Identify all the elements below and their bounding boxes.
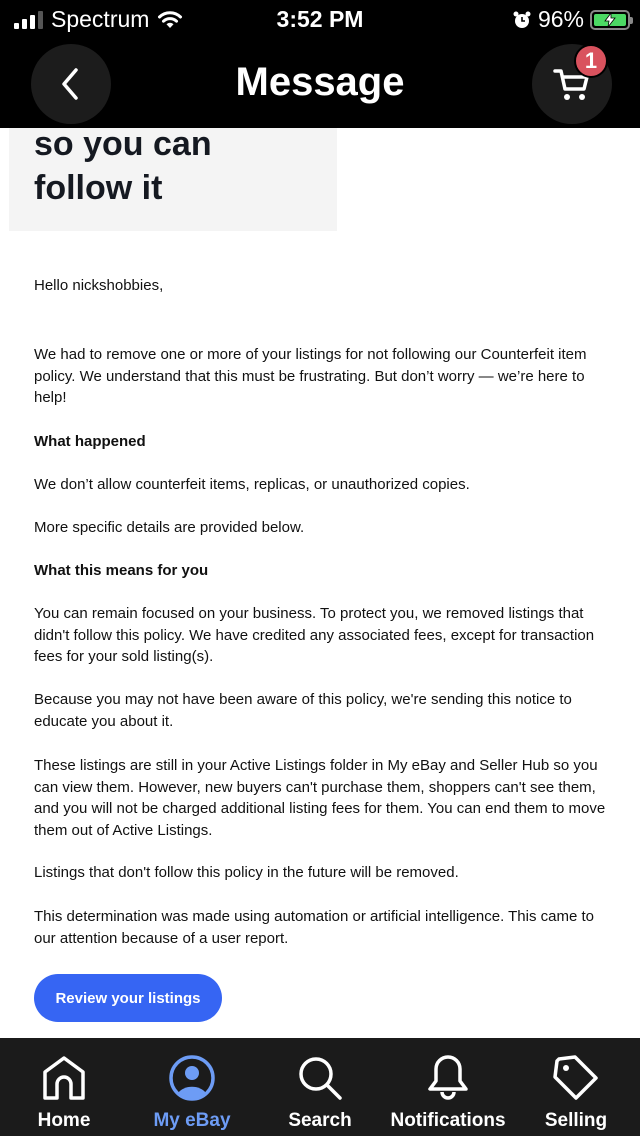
- intro-paragraph: We had to remove one or more of your listings for not following our Counterfeit item policy. We understand that this must be frustrating. But don’t worry — we’re here to help!: [34, 346, 587, 407]
- battery-percent: 96%: [537, 6, 584, 32]
- bottom-tab-bar: [0, 1038, 640, 1136]
- means-paragraph-3: These listings are still in your Active Listings folder in My eBay and Seller Hub so you can view them. However, new buyers can't purchase them, shoppers can't see them, and you will not be charged additional listing fees for them. You can end them to move them out of Active Listings.: [34, 757, 606, 839]
- cart-count-badge: 1: [574, 44, 608, 78]
- nav-bar: [0, 42, 640, 128]
- status-time: 3:52 PM: [276, 6, 364, 32]
- message-content[interactable]: [0, 128, 640, 1038]
- hero-line-1: so you can: [34, 128, 212, 163]
- tab-my-ebay[interactable]: [128, 1038, 256, 1136]
- home-icon: [39, 1054, 89, 1102]
- user-circle-icon: [167, 1053, 217, 1103]
- battery-icon: [590, 10, 630, 30]
- tab-label: Search: [288, 1110, 352, 1131]
- alarm-icon: [512, 10, 532, 30]
- review-listings-button[interactable]: Review your listings: [34, 974, 222, 1022]
- cart-button[interactable]: [532, 44, 612, 124]
- greeting: Hello nickshobbies,: [34, 277, 164, 294]
- what-happened-heading: What happened: [34, 433, 146, 450]
- status-bar: [0, 0, 640, 42]
- tab-label: Notifications: [390, 1110, 506, 1131]
- tab-label: Home: [37, 1110, 91, 1131]
- hero-banner: [9, 128, 337, 231]
- tab-label: My eBay: [153, 1110, 231, 1131]
- what-happened-paragraph-2: More specific details are provided below.: [34, 519, 305, 536]
- tab-label: Selling: [544, 1110, 608, 1131]
- tab-notifications[interactable]: [384, 1038, 512, 1136]
- tab-selling[interactable]: [512, 1038, 640, 1136]
- hero-heading: [34, 128, 212, 210]
- tab-search[interactable]: [256, 1038, 384, 1136]
- means-heading: What this means for you: [34, 562, 209, 579]
- charging-bolt-icon: [604, 13, 616, 27]
- status-right: [512, 6, 630, 33]
- hero-line-2: follow it: [34, 169, 163, 207]
- means-paragraph-2: Because you may not have been aware of this policy, we're sending this notice to educate you about it.: [34, 691, 572, 730]
- carrier-name: Spectrum: [51, 6, 150, 32]
- search-icon: [295, 1053, 345, 1103]
- tag-icon: [551, 1053, 601, 1103]
- means-paragraph-5: This determination was made using automation or artificial intelligence. This came to our attention because of a user report.: [34, 908, 594, 947]
- tab-home[interactable]: [0, 1038, 128, 1136]
- bell-icon: [425, 1053, 471, 1103]
- means-paragraph-4: Listings that don't follow this policy in the future will be removed.: [34, 864, 459, 881]
- what-happened-paragraph-1: We don’t allow counterfeit items, replicas, or unauthorized copies.: [34, 476, 470, 493]
- page-title: Message: [235, 60, 405, 104]
- means-paragraph-1: You can remain focused on your business. To protect you, we removed listings that didn't follow this policy. We have credited any associated fees, except for transaction fees for your sold listing(s).: [34, 605, 595, 666]
